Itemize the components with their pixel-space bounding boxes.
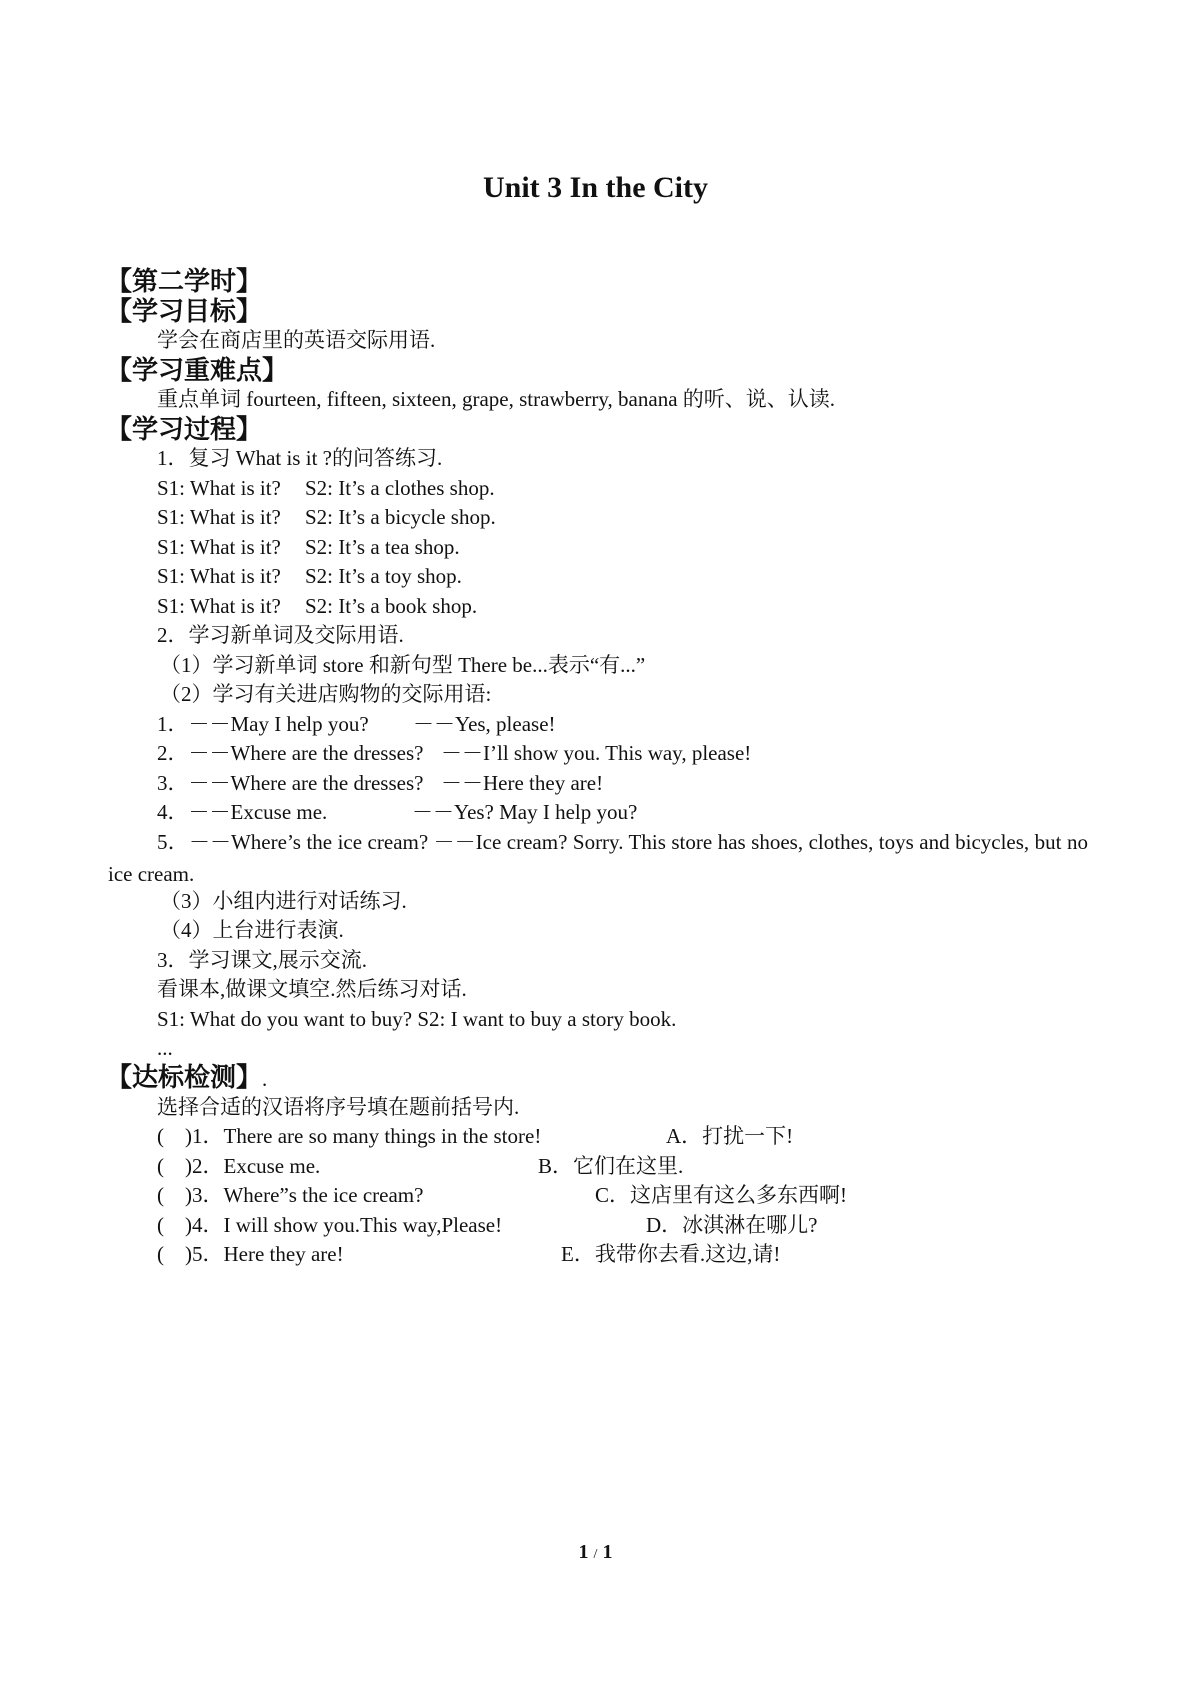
- dialog-question: S1: What is it?: [157, 564, 281, 588]
- test-item-question: ( )3．Where”s the ice cream?: [157, 1183, 424, 1207]
- page-current: 1: [578, 1541, 589, 1563]
- step-3-text: 看课本,做课文填空.然后练习对话.: [157, 977, 467, 1001]
- dialog-line: [157, 533, 657, 561]
- page-title: Unit 3 In the City: [482, 171, 708, 204]
- exchange-answer: －－I’ll show you. This way, please!: [441, 741, 752, 765]
- exchange-answer: －－Here they are!: [441, 771, 604, 795]
- step-3-dialog: S1: What do you want to buy? S2: I want to buy a story book.: [157, 1007, 677, 1031]
- sub-item-2: （2）学习有关进店购物的交际用语:: [160, 682, 492, 706]
- key-points-text: 重点单词 fourteen, fifteen, sixteen, grape, strawberry, banana 的听、说、认读.: [157, 387, 836, 411]
- test-heading: [106, 1062, 267, 1095]
- sub-item-1: （1）学习新单词 store 和新句型 There be...表示“有...”: [160, 653, 646, 677]
- test-heading-text: 【达标检测】: [106, 1063, 263, 1093]
- test-item-option: A．打扰一下!: [666, 1124, 794, 1148]
- process-heading: 【学习过程】: [106, 415, 263, 445]
- test-item-option: D．冰淇淋在哪儿?: [646, 1213, 818, 1237]
- dialog-answer: S2: It’s a toy shop.: [305, 564, 462, 588]
- dialog-line: [157, 592, 657, 620]
- test-instruction: 选择合适的汉语将序号填在题前括号内.: [157, 1095, 520, 1119]
- exchange-question: 4．－－Excuse me.: [157, 800, 328, 824]
- dialog-answer: S2: It’s a tea shop.: [305, 535, 460, 559]
- ellipsis: ...: [157, 1036, 173, 1060]
- dialog-question: S1: What is it?: [157, 594, 281, 618]
- objectives-text: 学会在商店里的英语交际用语.: [157, 328, 436, 352]
- exchange-line: [157, 798, 857, 826]
- sub-item-4: （4）上台进行表演.: [160, 918, 344, 942]
- dialog-line: [157, 503, 657, 531]
- test-item-question: ( )5．Here they are!: [157, 1242, 344, 1266]
- sub-item-3: （3）小组内进行对话练习.: [160, 889, 407, 913]
- dialog-answer: S2: It’s a clothes shop.: [305, 476, 495, 500]
- exchange-line: [157, 739, 857, 767]
- dialog-question: S1: What is it?: [157, 505, 281, 529]
- test-item-question: ( )2．Excuse me.: [157, 1154, 321, 1178]
- dialog-question: S1: What is it?: [157, 535, 281, 559]
- dialog-answer: S2: It’s a book shop.: [305, 594, 478, 618]
- key-points-heading: 【学习重难点】: [106, 356, 289, 386]
- dialog-line: [157, 562, 657, 590]
- page-total: 1: [602, 1541, 613, 1563]
- exchange-answer: －－Yes, please!: [413, 712, 556, 736]
- dialog-line: [157, 474, 657, 502]
- page-number: [0, 1540, 1191, 1567]
- exchange-question: 2．－－Where are the dresses?: [157, 741, 424, 765]
- test-item-option: E．我带你去看.这边,请!: [561, 1242, 781, 1266]
- period-heading: 【第二学时】: [106, 267, 263, 297]
- exchange-5: 5．－－Where’s the ice cream? －－Ice cream? Sorry. This store has shoes, clothes, toys and bicycles, but no ice cream.: [108, 830, 1088, 886]
- dialog-question: S1: What is it?: [157, 476, 281, 500]
- test-item-option: C．这店里有这么多东西啊!: [595, 1183, 847, 1207]
- exchange-question: 3．－－Where are the dresses?: [157, 771, 424, 795]
- exchange-line: [157, 769, 857, 797]
- test-item-question: ( )1．There are so many things in the store!: [157, 1124, 542, 1148]
- objectives-heading: 【学习目标】: [106, 297, 263, 327]
- page-separator: /: [593, 1547, 598, 1562]
- test-item-option: B．它们在这里.: [538, 1154, 684, 1178]
- exchange-question: 1．－－May I help you?: [157, 712, 369, 736]
- dialog-answer: S2: It’s a bicycle shop.: [305, 505, 496, 529]
- process-step-3: 3．学习课文,展示交流.: [157, 948, 367, 972]
- test-heading-tail: .: [262, 1067, 268, 1091]
- process-step-1: 1．复习 What is it ?的问答练习.: [157, 446, 443, 470]
- exchange-answer: －－Yes? May I help you?: [412, 800, 638, 824]
- process-step-2: 2．学习新单词及交际用语.: [157, 623, 404, 647]
- exchange-line: [157, 710, 857, 738]
- test-item-question: ( )4．I will show you.This way,Please!: [157, 1213, 503, 1237]
